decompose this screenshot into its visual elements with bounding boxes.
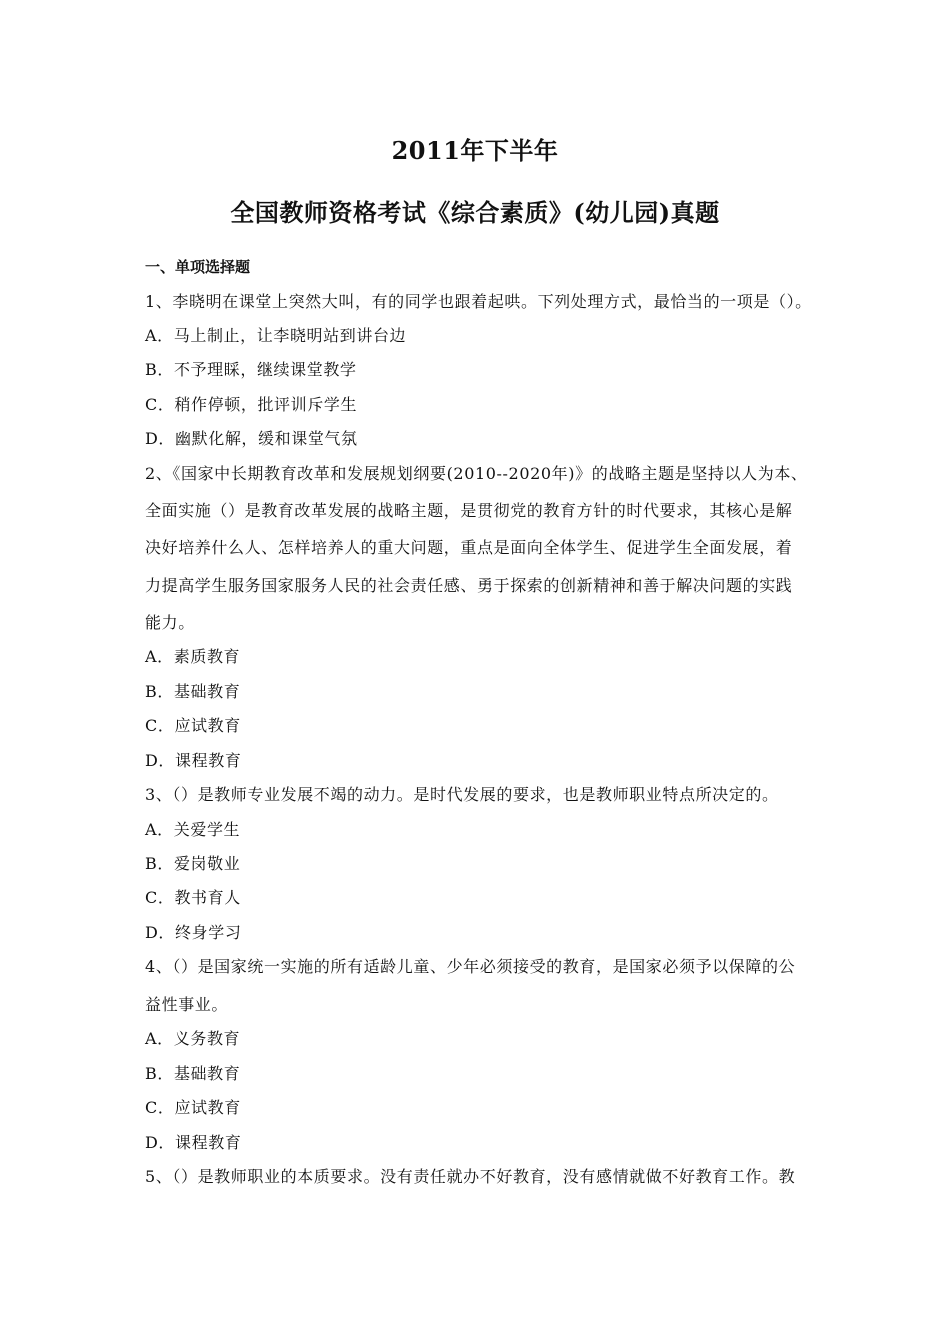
question-3-stem: 3、（）是教师专业发展不竭的动力。是时代发展的要求，也是教师职业特点所决定的。 [145, 785, 779, 804]
question-3-option-d: D．终身学习 [145, 923, 242, 942]
section-heading: 一、单项选择题 [145, 258, 251, 276]
question-1-option-b: B．不予理睬，继续课堂教学 [145, 360, 357, 379]
question-2-option-c: C．应试教育 [145, 716, 241, 735]
question-2-stem-line-5: 能力。 [145, 613, 195, 632]
title-exam: 全国教师资格考试《综合素质》(幼儿园)真题 [230, 198, 720, 227]
question-4-stem-line-2: 益性事业。 [145, 995, 229, 1014]
question-5-stem-line-1: 5、（）是教师职业的本质要求。没有责任就办不好教育，没有感情就做不好教育工作。教 [145, 1167, 796, 1186]
question-3-option-a: A．关爱学生 [145, 820, 241, 839]
question-1-stem: 1、李晓明在课堂上突然大叫，有的同学也跟着起哄。下列处理方式，最恰当的一项是（）。 [145, 292, 812, 311]
question-1-option-d: D．幽默化解，缓和课堂气氛 [145, 429, 358, 448]
question-4-option-d: D．课程教育 [145, 1133, 242, 1152]
question-2-stem-line-2: 全面实施（）是教育改革发展的战略主题，是贯彻党的教育方针的时代要求，其核心是解 [145, 501, 793, 520]
question-2-option-d: D．课程教育 [145, 751, 242, 770]
title-year: 2011年下半年 [391, 136, 559, 165]
question-4-option-b: B．基础教育 [145, 1064, 241, 1083]
question-4-stem-line-1: 4、（）是国家统一实施的所有适龄儿童、少年必须接受的教育，是国家必须予以保障的公 [145, 957, 796, 976]
question-2-option-a: A．素质教育 [145, 647, 241, 666]
question-2-stem-line-1: 2、《国家中长期教育改革和发展规划纲要(2010--2020年)》的战略主题是坚持以人为本、 [145, 464, 808, 483]
question-3-option-c: C．教书育人 [145, 888, 241, 907]
question-4-option-a: A．义务教育 [145, 1029, 241, 1048]
question-3-option-b: B．爱岗敬业 [145, 854, 241, 873]
question-2-stem-line-4: 力提高学生服务国家服务人民的社会责任感、勇于探索的创新精神和善于解决问题的实践 [145, 576, 793, 595]
question-1-option-c: C．稍作停顿，批评训斥学生 [145, 395, 358, 414]
question-1-option-a: A．马上制止，让李晓明站到讲台边 [145, 326, 407, 345]
question-2-stem-line-3: 决好培养什么人、怎样培养人的重大问题，重点是面向全体学生、促进学生全面发展，着 [145, 538, 793, 557]
question-4-option-c: C．应试教育 [145, 1098, 241, 1117]
question-2-option-b: B．基础教育 [145, 682, 241, 701]
